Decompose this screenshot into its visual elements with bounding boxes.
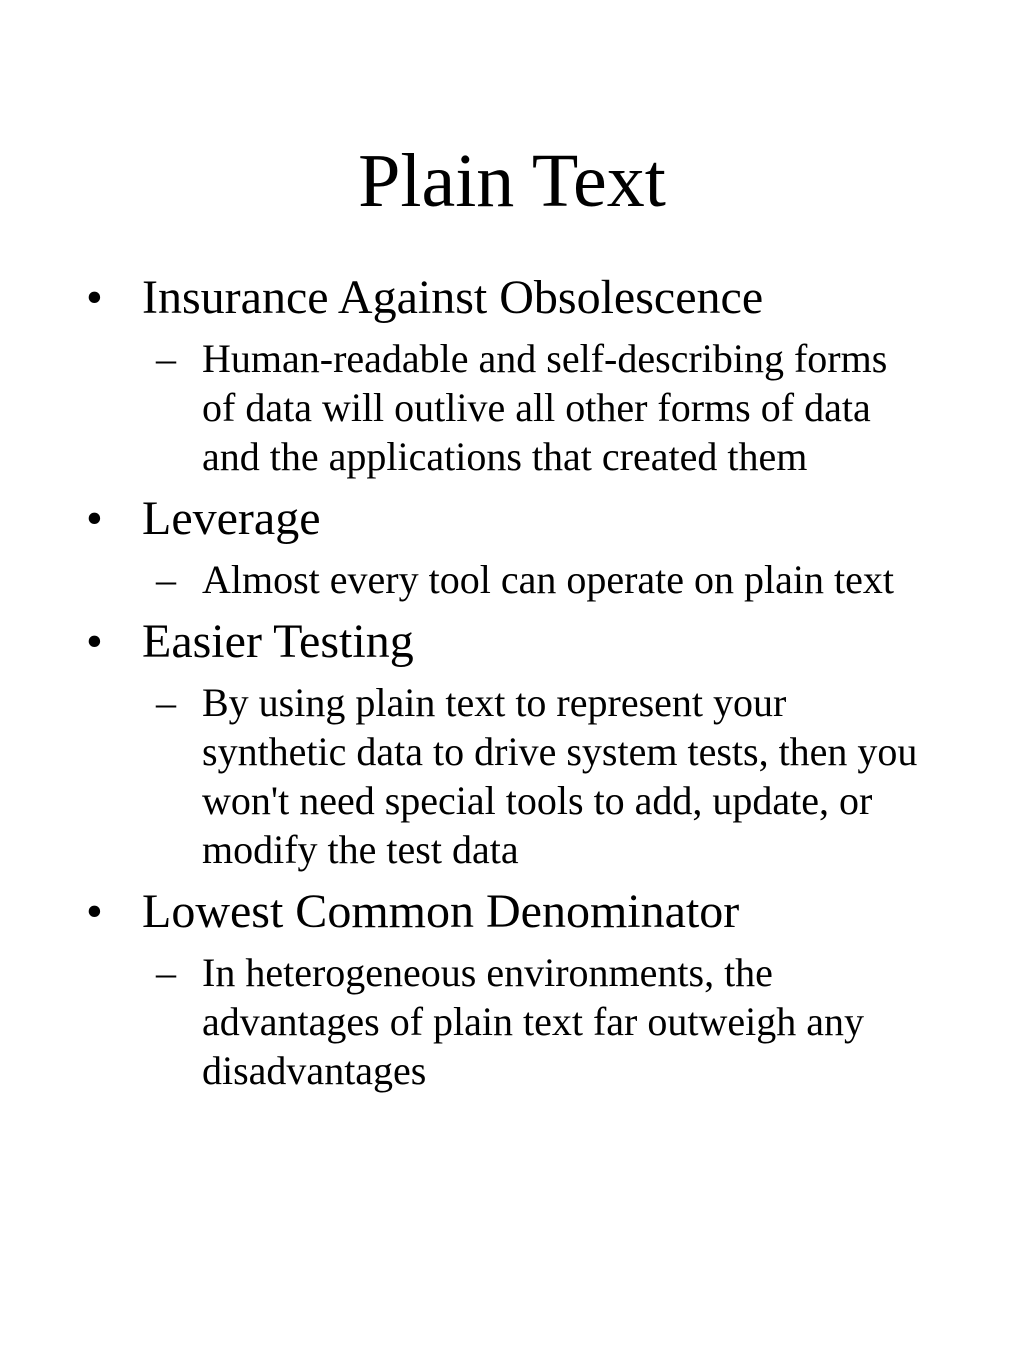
dash-icon: – bbox=[156, 336, 176, 381]
bullet-icon: • bbox=[86, 271, 103, 324]
slide-title: Plain Text bbox=[358, 139, 666, 223]
bullet-list bbox=[86, 270, 986, 1105]
bullet-icon: • bbox=[86, 615, 103, 668]
bullet-icon: • bbox=[86, 885, 103, 938]
bullet-item-easier-testing bbox=[86, 614, 986, 874]
sub-text: Almost every tool can operate on plain text bbox=[202, 557, 895, 602]
sub-list bbox=[142, 555, 986, 604]
sub-item bbox=[142, 948, 986, 1095]
sub-list bbox=[142, 678, 986, 874]
sub-list bbox=[142, 948, 986, 1095]
sub-item bbox=[142, 555, 986, 604]
sub-text: Human-readable and self-describing forms of data will outlive all other forms of data and the applications that created them bbox=[202, 336, 888, 479]
sub-list bbox=[142, 334, 986, 481]
sub-item bbox=[142, 334, 986, 481]
bullet-label: Lowest Common Denominator bbox=[142, 885, 740, 938]
dash-icon: – bbox=[156, 680, 176, 725]
bullet-item-lowest-common-denominator bbox=[86, 884, 986, 1095]
bullet-item-insurance bbox=[86, 270, 986, 481]
bullet-item-leverage bbox=[86, 491, 986, 604]
bullet-label: Easier Testing bbox=[142, 615, 414, 668]
dash-icon: – bbox=[156, 950, 176, 995]
bullet-icon: • bbox=[86, 492, 103, 545]
sub-text: In heterogeneous environments, the advantages of plain text far outweigh any disadvantages bbox=[202, 950, 864, 1093]
sub-item bbox=[142, 678, 986, 874]
bullet-label: Leverage bbox=[142, 492, 321, 545]
dash-icon: – bbox=[156, 557, 176, 602]
bullet-label: Insurance Against Obsolescence bbox=[142, 271, 764, 324]
sub-text: By using plain text to represent your synthetic data to drive system tests, then you won't need special tools to add, update, or modify the test data bbox=[202, 680, 918, 872]
